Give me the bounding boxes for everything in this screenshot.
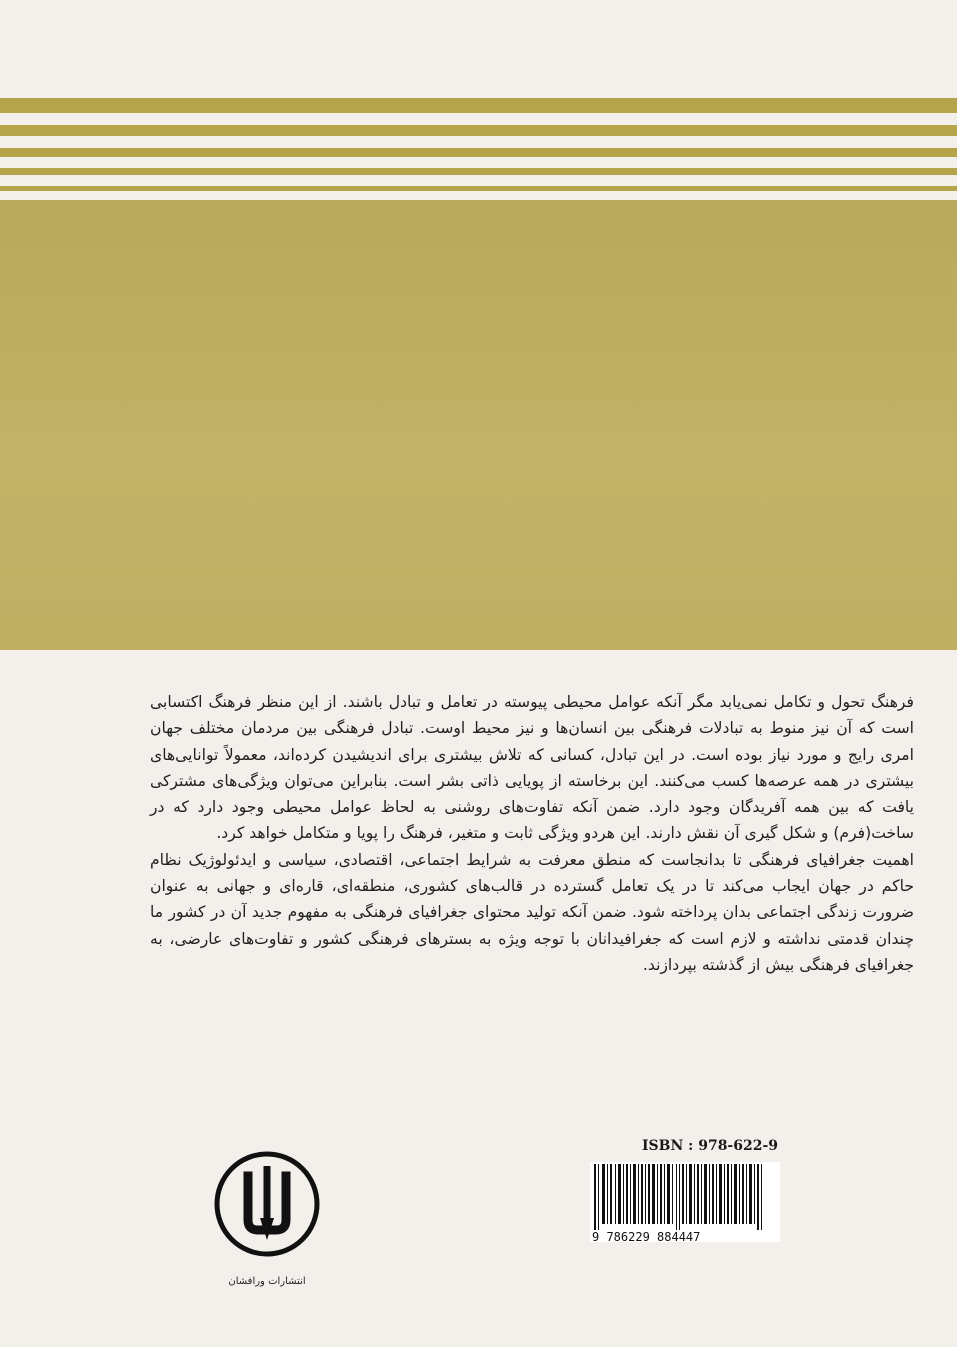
top-stripe-5 xyxy=(0,186,957,191)
paragraph-1: فرهنگ تحول و تکامل نمی‌یابد مگر آنکه عوامل محیطی پیوسته در تعامل و تبادل باشند. از این منظر فرهنگ اکتسابی است که آن نیز منوط به تبادلات فرهنگی بین انسان‌ها و نیز محیط اوست. تبادل فرهنگی بین مردمان مختلف جهان امری رایج و مورد نیاز بوده است. در این تبادل، کسانی که تلاش بیشتری برای اندیشیدن کرده‌اند، معمولاً توانایی‌های بیشتری در همه عرصه‌ها کسب می‌کنند. این برخاسته از پویایی ذاتی بشر است. بنابراین می‌توان ویژگی‌های مشترکی یافت که بین همه آفریدگان وجود دارد. ضمن آنکه تفاوت‌های روشنی به لحاظ عوامل محیطی وجود دارد که در ساخت(فرم) و شکل گیری آن نقش دارند. این هردو ویژگی ثابت و متغیر، فرهنگ را پویا و متکامل خواهد کرد. xyxy=(150,693,914,843)
top-stripe-1 xyxy=(0,98,957,113)
top-stripe-2 xyxy=(0,125,957,136)
back-cover-text xyxy=(150,689,914,978)
top-stripe-4 xyxy=(0,168,957,175)
paragraph-2: اهمیت جغرافیای فرهنگی تا بدانجاست که منطق معرفت به شرایط اجتماعی، اقتصادی، سیاسی و ایدئولوژیک نظام حاکم در جهان ایجاب می‌کند تا در یک تعامل گسترده در قالب‌های کشوری، منطقه‌ای، قاره‌ای و جهانی به عنوان ضرورت زندگی اجتماعی بدان پرداخته شود. ضمن آنکه تولید محتوای جغرافیای فرهنگی به مفهوم جدید آن در کشور ما چندان قدمتی نداشته و لازم است که جغرافیدانان با توجه ویژه به بسترهای فرهنگی کشور و تفاوت‌های عارضی، به جغرافیای فرهنگی بیش از گذشته بپردازند. xyxy=(150,850,914,974)
publisher-name: انتشارات ورافشان xyxy=(228,1276,306,1287)
barcode-number: 9 786229 884447 xyxy=(592,1230,701,1244)
publisher-logo-icon xyxy=(212,1148,322,1278)
color-panel xyxy=(0,200,957,650)
barcode-icon xyxy=(590,1162,780,1232)
top-stripe-3 xyxy=(0,148,957,157)
isbn-label: ISBN : 978-622-9 xyxy=(642,1138,779,1154)
